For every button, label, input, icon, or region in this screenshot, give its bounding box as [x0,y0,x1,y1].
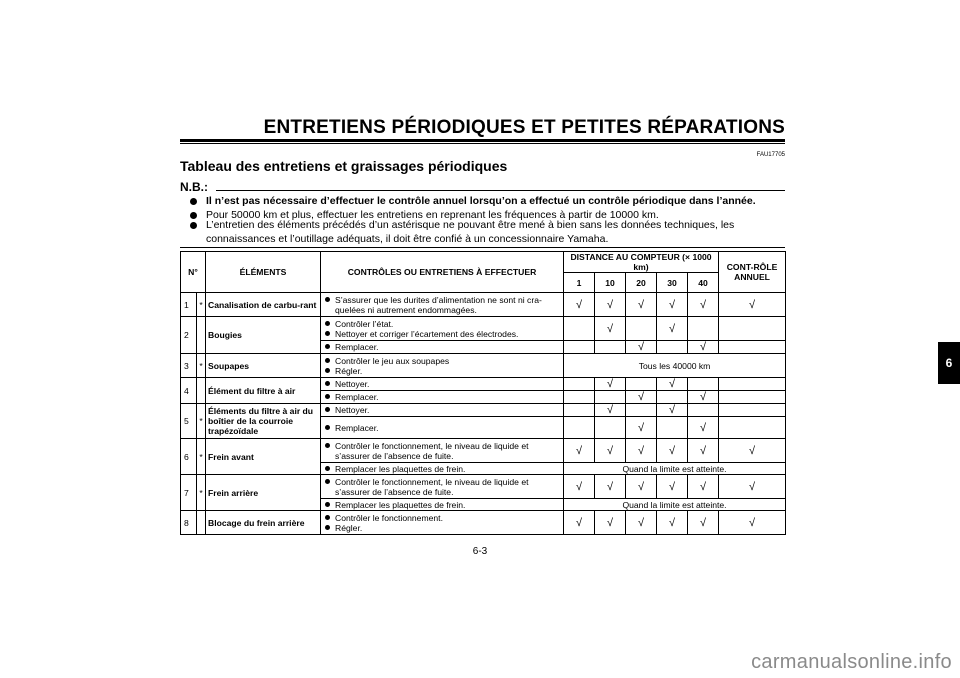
check-mark: √ [595,317,626,341]
table-row [181,354,786,378]
check-mark: √ [595,378,626,391]
check-mark: √ [626,475,657,499]
empty-cell [719,317,786,341]
empty-cell [564,417,595,439]
empty-cell [719,417,786,439]
row-number: 8 [181,511,197,535]
element-name: Soupapes [206,354,321,378]
row-number: 6 [181,439,197,475]
element-name: Canalisation de carbu-rant [206,293,321,317]
check-mark: √ [688,391,719,404]
check-cell: Remplacer les plaquettes de frein. [321,463,564,475]
check-mark: √ [595,511,626,535]
check-mark: √ [626,417,657,439]
check-mark: √ [719,439,786,463]
bullet-icon [325,394,330,399]
empty-cell [688,317,719,341]
page-number: 6-3 [472,546,488,557]
element-name: Bougies [206,317,321,354]
check-cell: Contrôler le jeu aux soupapes Régler. [321,354,564,378]
check-cell: Contrôler le fonctionnement, le niveau de liquide et s’assurer de l’absence de fuite. [321,439,564,463]
header-checks: CONTRÔLES OU ENTRETIENS À EFFECTUER [321,252,564,293]
bullet-icon [325,381,330,386]
check-mark: √ [719,511,786,535]
empty-cell [595,391,626,404]
bullet-icon [325,368,330,373]
empty-cell [719,404,786,417]
check-cell: S’assurer que les durites d’alimentation ne sont ni cra-quelées ni autrement endommagées. [321,293,564,317]
row-number: 3 [181,354,197,378]
check-mark: √ [595,293,626,317]
table-row [181,293,786,317]
bullet-icon [325,525,330,530]
header-rule-thin [180,143,785,144]
check-mark: √ [595,475,626,499]
interval-note: Quand la limite est atteinte. [564,499,786,511]
empty-cell [564,341,595,354]
empty-cell [626,378,657,391]
empty-cell [719,378,786,391]
check-mark: √ [657,439,688,463]
check-mark: √ [657,317,688,341]
bullet-icon [325,466,330,471]
empty-cell [657,417,688,439]
asterisk: * [197,354,206,378]
page-header-title: ENTRETIENS PÉRIODIQUES ET PETITES RÉPARATIONS [263,117,785,138]
check-cell: Contrôler le fonctionnement. Régler. [321,511,564,535]
header-elements: ÉLÉMENTS [206,252,321,293]
check-cell: Remplacer. [321,341,564,354]
table-row [181,317,786,341]
bullet-icon [190,222,197,229]
check-mark: √ [564,293,595,317]
empty-cell [626,317,657,341]
bullet-icon [325,407,330,412]
nb-item: L’entretien des éléments précédés d’un astérisque ne pouvant être mené à bien sans les données techniques, les connaissances et l’outillage adéquats, il doit être confié à un concessionnaire Yamaha. [190,218,786,246]
bullet-icon [325,479,330,484]
empty-cell [719,391,786,404]
check-mark: √ [564,511,595,535]
element-name: Frein avant [206,439,321,475]
header-rule-thick [180,139,785,142]
check-mark: √ [626,341,657,354]
empty-cell [595,417,626,439]
check-mark: √ [688,417,719,439]
empty-cell [564,404,595,417]
bullet-icon [325,515,330,520]
asterisk [197,511,206,535]
section-title: Tableau des entretiens et graissages périodiques [180,158,508,174]
check-mark: √ [657,475,688,499]
header-distance-40: 40 [688,273,719,293]
table-row [181,378,786,391]
header-distance: DISTANCE AU COMPTEUR (× 1000 km) [564,252,719,273]
row-number: 5 [181,404,197,439]
empty-cell [626,404,657,417]
element-name: Élément du filtre à air [206,378,321,404]
asterisk [197,317,206,354]
element-name: Éléments du filtre à air du boîtier de la courroie trapézoïdale [206,404,321,439]
row-number: 4 [181,378,197,404]
check-mark: √ [719,475,786,499]
bullet-icon [325,443,330,448]
watermark: carmanualsonline.info [751,651,952,673]
bullet-icon [190,198,197,205]
check-mark: √ [626,293,657,317]
asterisk: * [197,293,206,317]
check-mark: √ [688,475,719,499]
header-distance-10: 10 [595,273,626,293]
element-name: Blocage du frein arrière [206,511,321,535]
check-cell: Nettoyer. [321,404,564,417]
table-row [181,511,786,535]
empty-cell [688,404,719,417]
table-row [181,439,786,463]
check-cell: Remplacer. [321,391,564,404]
empty-cell [595,341,626,354]
bullet-icon [325,358,330,363]
empty-cell [688,378,719,391]
asterisk: * [197,404,206,439]
table-row [181,475,786,499]
empty-cell [564,391,595,404]
header-distance-20: 20 [626,273,657,293]
check-mark: √ [595,439,626,463]
asterisk: * [197,439,206,475]
check-mark: √ [719,293,786,317]
check-mark: √ [657,404,688,417]
check-mark: √ [626,511,657,535]
check-cell: Nettoyer. [321,378,564,391]
check-cell: Remplacer les plaquettes de frein. [321,499,564,511]
check-mark: √ [595,404,626,417]
check-mark: √ [657,378,688,391]
check-mark: √ [657,293,688,317]
check-mark: √ [564,439,595,463]
row-number: 1 [181,293,197,317]
bullet-icon [325,425,330,430]
check-mark: √ [626,439,657,463]
section-separator [180,247,785,248]
asterisk [197,378,206,404]
empty-cell [564,378,595,391]
nb-item: Pour 50000 km et plus, effectuer les entretiens en reprenant les fréquences à partir de 10000 km. [190,208,786,222]
bullet-icon [325,344,330,349]
reference-code: FAU17705 [756,152,785,158]
check-cell: Contrôler l’état. Nettoyer et corriger l’écartement des électrodes. [321,317,564,341]
header-no: N° [181,252,206,293]
asterisk: * [197,475,206,511]
check-mark: √ [564,475,595,499]
row-number: 2 [181,317,197,354]
empty-cell [657,341,688,354]
bullet-icon [325,331,330,336]
interval-note: Tous les 40000 km [564,354,786,378]
check-mark: √ [688,293,719,317]
check-mark: √ [688,341,719,354]
interval-note: Quand la limite est atteinte. [564,463,786,475]
check-mark: √ [688,439,719,463]
bullet-icon [325,321,330,326]
row-number: 7 [181,475,197,511]
maintenance-table [180,251,786,535]
nb-rule [216,190,785,191]
chapter-tab: 6 [938,342,960,384]
check-mark: √ [626,391,657,404]
check-mark: √ [688,511,719,535]
bullet-icon [325,502,330,507]
nb-item: Il n’est pas nécessaire d’effectuer le contrôle annuel lorsqu’on a effectué un contrôle périodique dans l’année. [190,194,786,208]
check-mark: √ [657,511,688,535]
empty-cell [657,391,688,404]
header-distance-1: 1 [564,273,595,293]
nb-label: N.B.: [180,180,208,194]
table-row [181,404,786,417]
header-distance-30: 30 [657,273,688,293]
header-annual: CONT-RÔLE ANNUEL [719,252,786,293]
empty-cell [719,341,786,354]
element-name: Frein arrière [206,475,321,511]
empty-cell [564,317,595,341]
check-cell: Contrôler le fonctionnement, le niveau de liquide et s’assurer de l’absence de fuite. [321,475,564,499]
bullet-icon [325,297,330,302]
check-cell: Remplacer. [321,417,564,439]
